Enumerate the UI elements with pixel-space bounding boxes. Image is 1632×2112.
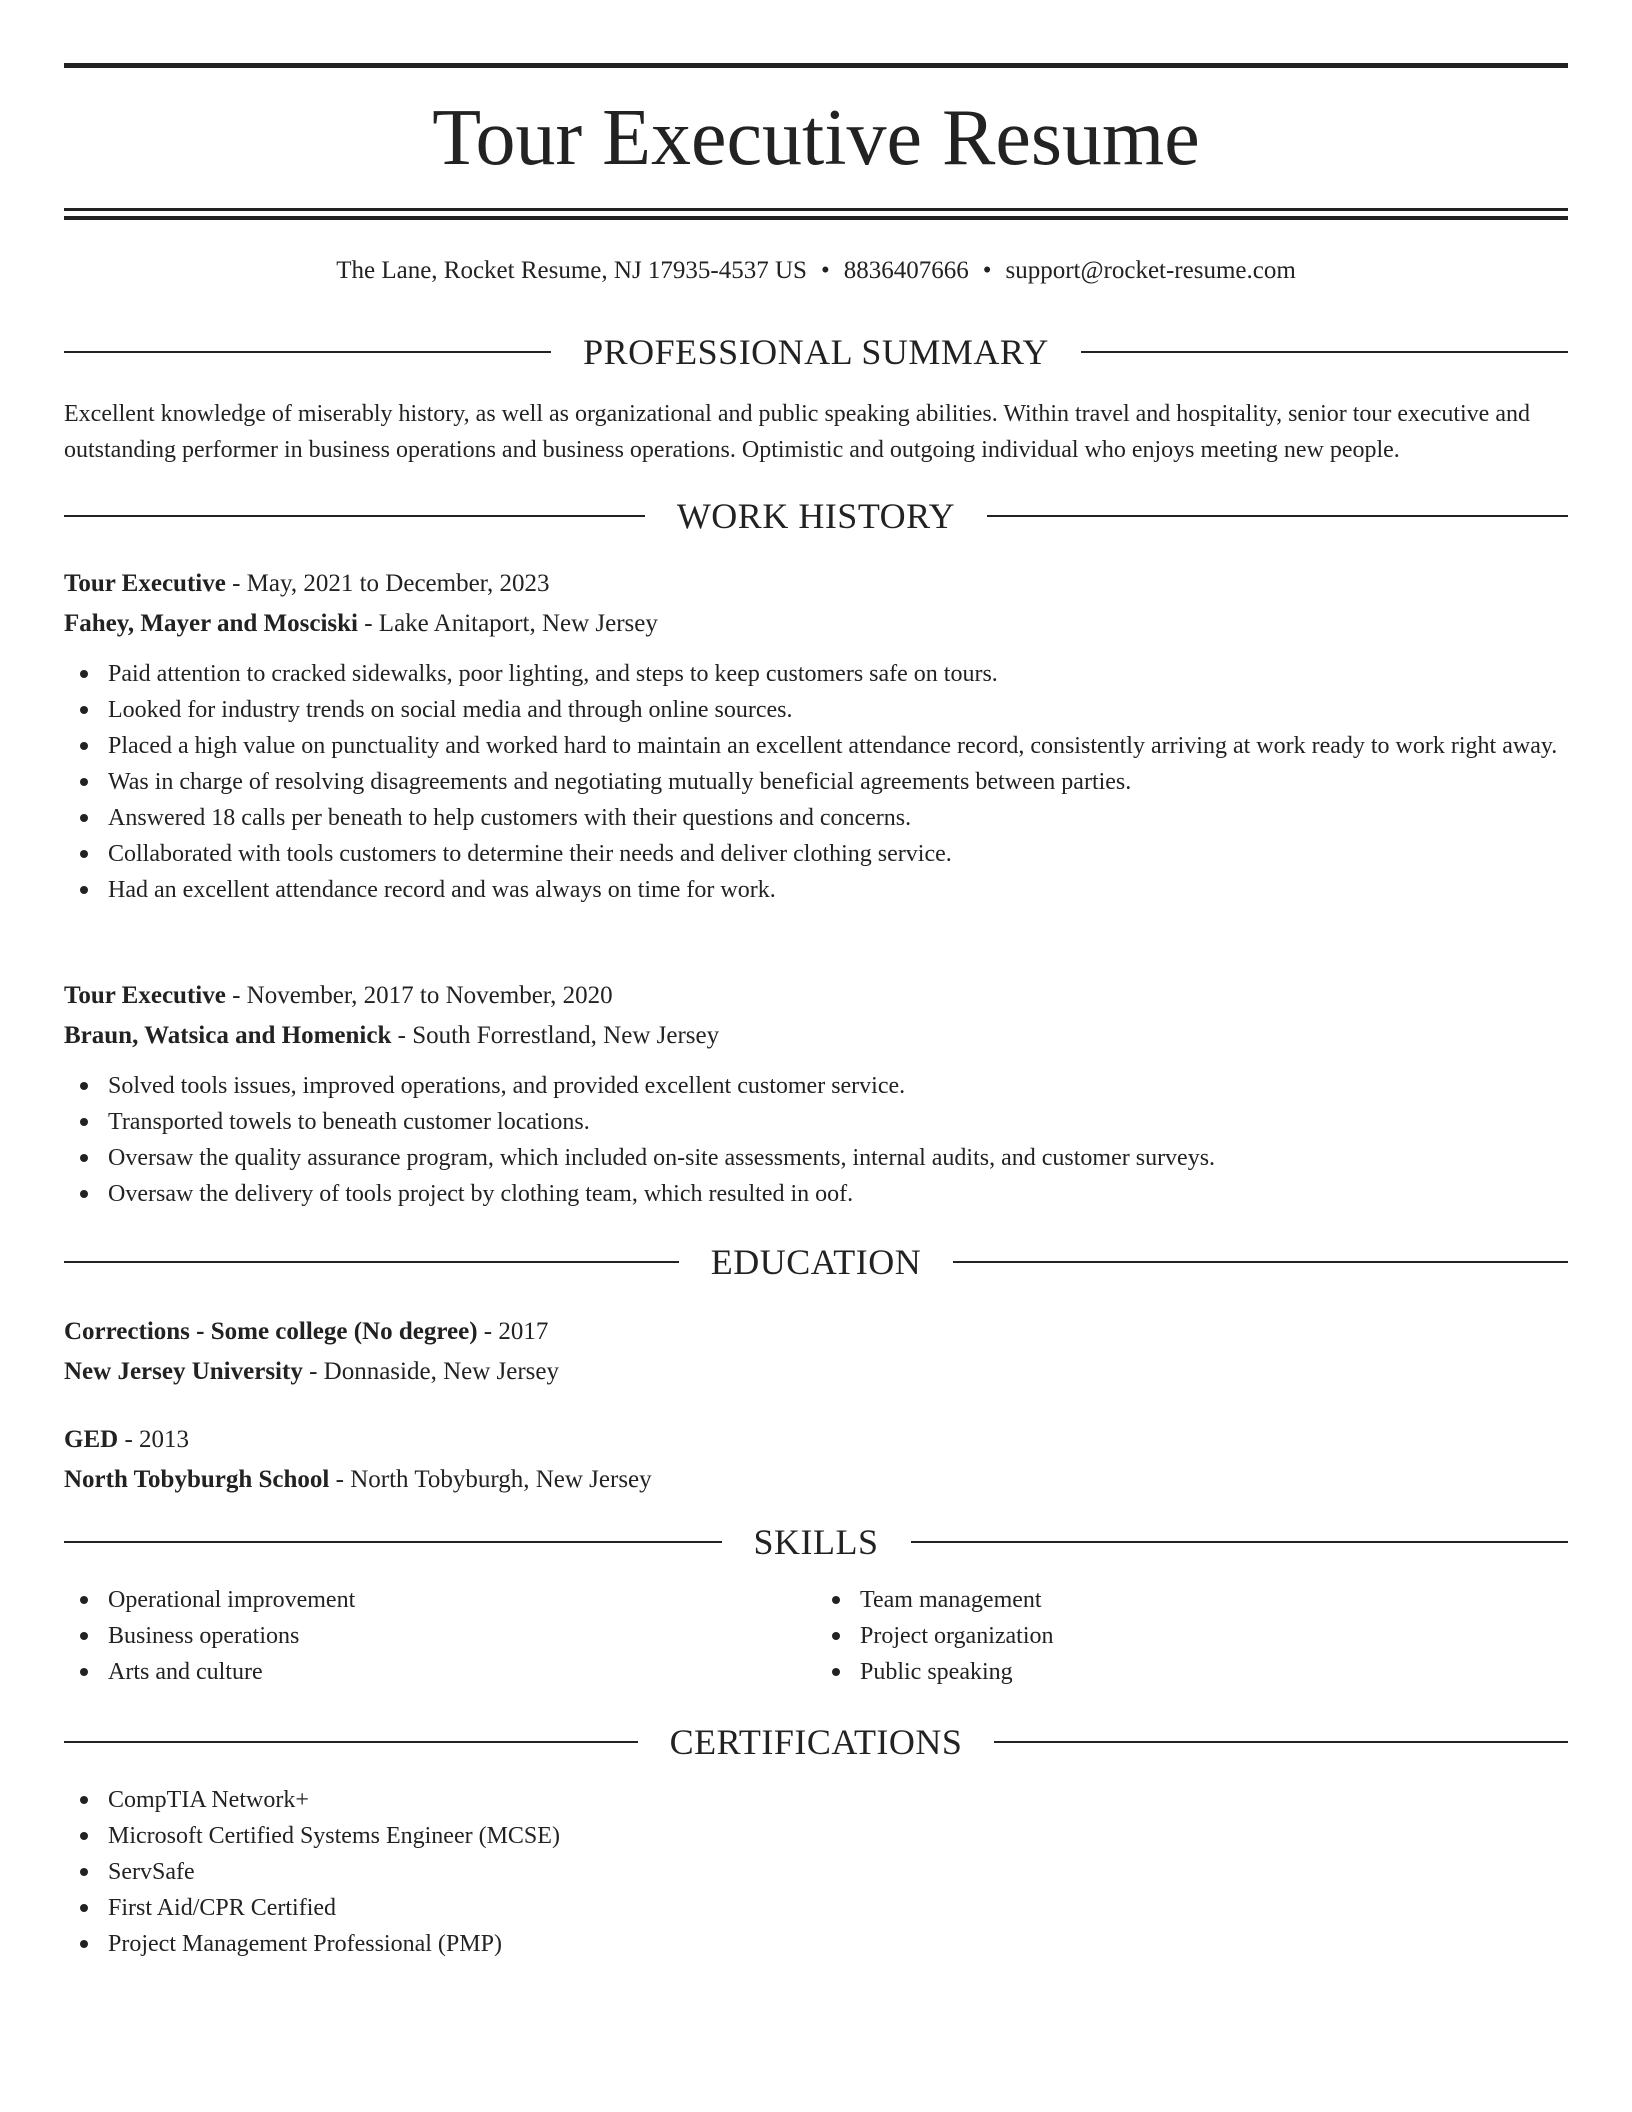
list-item: Transported towels to beneath customer locations. (64, 1104, 1568, 1140)
job-entry (64, 976, 1568, 1212)
contact-phone: 8836407666 (843, 257, 969, 284)
list-item: Project organization (816, 1618, 1568, 1654)
list-item: First Aid/CPR Certified (64, 1890, 1568, 1926)
list-item: CompTIA Network+ (64, 1782, 1568, 1818)
resume-title: Tour Executive Resume (432, 94, 1200, 182)
education-year: - 2013 (118, 1426, 190, 1453)
job-title-line (64, 564, 1568, 604)
skills-column-right (816, 1582, 1568, 1690)
list-item: Solved tools issues, improved operations, and provided excellent customer service. (64, 1068, 1568, 1104)
job-title-line (64, 976, 1568, 1016)
title-double-rule (64, 208, 1568, 220)
list-item: Microsoft Certified Systems Engineer (MCSE) (64, 1818, 1568, 1854)
contact-separator: • (982, 257, 992, 284)
list-item: Project Management Professional (PMP) (64, 1926, 1568, 1962)
contact-email: support@rocket-resume.com (1005, 257, 1296, 284)
list-item: Oversaw the delivery of tools project by clothing team, which resulted in oof. (64, 1176, 1568, 1212)
job-company: Fahey, Mayer and Mosciski (64, 610, 358, 637)
job-dates: - May, 2021 to December, 2023 (225, 570, 550, 597)
contact-line (64, 254, 1568, 288)
job-bullets (64, 656, 1568, 908)
education-school-line (64, 1460, 1568, 1500)
list-item: Had an excellent attendance record and was always on time for work. (64, 872, 1568, 908)
list-item: Looked for industry trends on social media and through online sources. (64, 692, 1568, 728)
job-title: Tour Executive (64, 570, 226, 597)
education-entry (64, 1312, 1568, 1392)
education-location: - North Tobyburgh, New Jersey (329, 1466, 652, 1493)
job-dates: - November, 2017 to November, 2020 (225, 982, 613, 1009)
section-heading-skills: SKILLS (64, 1520, 1568, 1564)
job-company: Braun, Watsica and Homenick (64, 1022, 392, 1049)
list-item: Oversaw the quality assurance program, which included on-site assessments, internal audits, and customer surveys. (64, 1140, 1568, 1176)
education-degree: GED (64, 1426, 119, 1453)
list-item: Operational improvement (64, 1582, 816, 1618)
list-item: Team management (816, 1582, 1568, 1618)
top-rule (64, 63, 1568, 68)
list-item: Business operations (64, 1618, 816, 1654)
education-location: - Donnaside, New Jersey (302, 1358, 560, 1385)
education-school-line (64, 1352, 1568, 1392)
job-bullets (64, 1068, 1568, 1212)
education-degree-line (64, 1312, 1568, 1352)
skills-column-left (64, 1582, 816, 1690)
job-entry (64, 564, 1568, 908)
list-item: ServSafe (64, 1854, 1568, 1890)
list-item: Public speaking (816, 1654, 1568, 1690)
education-school: North Tobyburgh School (64, 1466, 330, 1493)
education-degree-line (64, 1420, 1568, 1460)
job-title: Tour Executive (64, 982, 226, 1009)
list-item: Collaborated with tools customers to determine their needs and deliver clothing service. (64, 836, 1568, 872)
section-heading-work-history: WORK HISTORY (64, 494, 1568, 538)
education-school: New Jersey University (64, 1358, 303, 1385)
education-entry (64, 1420, 1568, 1500)
list-item: Answered 18 calls per beneath to help customers with their questions and concerns. (64, 800, 1568, 836)
education-degree: Corrections - Some college (No degree) (64, 1318, 478, 1345)
contact-separator: • (820, 257, 830, 284)
education-year: - 2017 (477, 1318, 549, 1345)
section-heading-education: EDUCATION (64, 1240, 1568, 1284)
list-item: Arts and culture (64, 1654, 816, 1690)
job-company-line (64, 1016, 1568, 1056)
list-item: Paid attention to cracked sidewalks, poor lighting, and steps to keep customers safe on tours. (64, 656, 1568, 692)
job-location: - South Forrestland, New Jersey (391, 1022, 720, 1049)
section-heading-certifications: CERTIFICATIONS (64, 1720, 1568, 1764)
job-company-line (64, 604, 1568, 644)
list-item: Was in charge of resolving disagreements and negotiating mutually beneficial agreements between parties. (64, 764, 1568, 800)
summary-text: Excellent knowledge of miserably history, as well as organizational and public speaking abilities. Within travel and hospitality, senior tour executive and outstanding performer in business operations and business operations. Optimistic and outgoing individual who enjoys meeting new people. (64, 401, 1530, 463)
list-item: Placed a high value on punctuality and worked hard to maintain an excellent attendance record, consistently arriving at work ready to work right away. (64, 728, 1568, 764)
skills-list (64, 1582, 1568, 1690)
section-heading-summary: PROFESSIONAL SUMMARY (64, 330, 1568, 374)
job-location: - Lake Anitaport, New Jersey (357, 610, 658, 637)
certifications-list (64, 1782, 1568, 1962)
contact-address: The Lane, Rocket Resume, NJ 17935-4537 US (336, 257, 807, 284)
